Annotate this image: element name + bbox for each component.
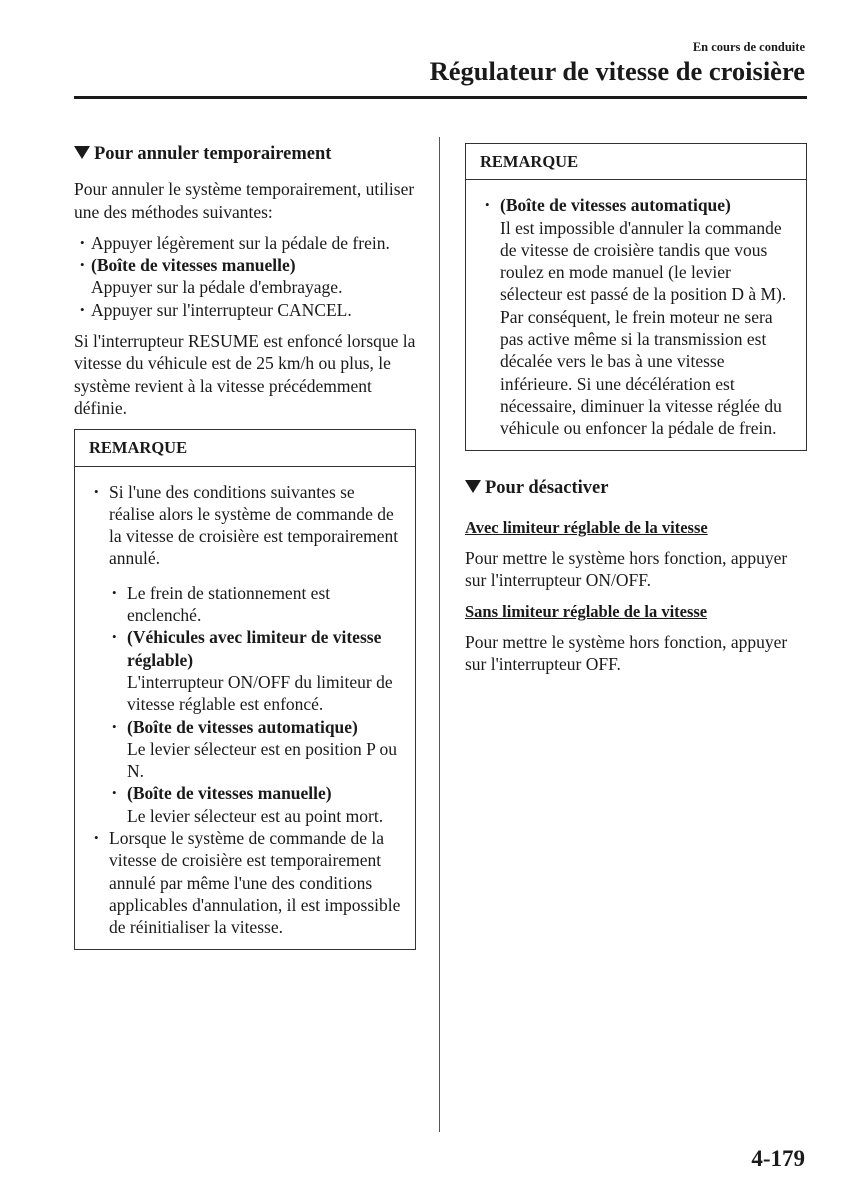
condition-item xyxy=(109,626,401,715)
left-column xyxy=(74,143,416,950)
note-title: REMARQUE xyxy=(466,144,806,180)
note-item-title: (Boîte de vitesses automatique) xyxy=(500,195,731,216)
list-item-text: Appuyer sur la pédale d'embrayage. xyxy=(91,277,343,298)
chapter-label: En cours de conduite xyxy=(692,40,805,54)
list-item xyxy=(74,232,416,254)
condition-text: Le frein de stationnement est enclenché. xyxy=(127,582,331,626)
note-title: REMARQUE xyxy=(75,430,415,466)
note-list xyxy=(89,481,401,939)
note-body xyxy=(75,467,415,949)
condition-list xyxy=(109,582,401,827)
subheading-with-limiter: Avec limiteur réglable de la vitesse xyxy=(465,517,708,537)
triangle-down-icon xyxy=(74,146,90,159)
page-title: Régulateur de vitesse de croisière xyxy=(429,56,805,86)
condition-title: (Véhicules avec limiteur de vitesse réglable) xyxy=(127,627,382,670)
with-limiter-paragraph: Pour mettre le système hors fonction, appuyer sur l'interrupteur ON/OFF. xyxy=(465,548,788,591)
page-number: 4-179 xyxy=(751,1146,805,1171)
note-item xyxy=(480,194,792,439)
condition-title: (Boîte de vitesses manuelle) xyxy=(127,783,332,804)
resume-paragraph: Si l'interrupteur RESUME est enfoncé lorsque la vitesse du véhicule est de 25 km/h ou plus, le système revient à la vitesse précédemment définie. xyxy=(74,331,416,418)
section-heading-cancel xyxy=(74,143,416,165)
note-item-text: Si l'une des conditions suivantes se réalise alors le système de commande de la vitesse de croisière est temporairement annulé. xyxy=(109,481,399,569)
list-item-text: Appuyer légèrement sur la pédale de frein. xyxy=(91,232,390,253)
header-rule xyxy=(74,96,807,99)
section-heading-text: Pour désactiver xyxy=(485,477,609,498)
note-item-text: Il est impossible d'annuler la commande de vitesse de croisière tandis que vous roulez en mode manuel (le levier sélecteur est passé de la position D à M). Par conséquent, le frein moteur ne sera pas active même si la transmission est décalée vers le bas à une vitesse inférieure. Si une décélération est nécessaire, diminuer la vitesse réglée du véhicule ou enfoncer la pédale de frein. xyxy=(500,217,787,439)
triangle-down-icon xyxy=(465,480,481,493)
section-heading-text: Pour annuler temporairement xyxy=(94,144,332,164)
list-item xyxy=(74,254,416,299)
note-list xyxy=(480,194,792,439)
cancel-methods-list xyxy=(74,232,416,321)
list-item-text: Appuyer sur l'interrupteur CANCEL. xyxy=(91,299,352,320)
list-item xyxy=(74,299,416,321)
note-item xyxy=(89,827,401,938)
condition-title: (Boîte de vitesses automatique) xyxy=(127,716,358,737)
condition-item xyxy=(109,582,401,627)
condition-text: Le levier sélecteur est au point mort. xyxy=(127,805,384,826)
right-column xyxy=(465,143,807,685)
condition-item xyxy=(109,716,401,783)
section-heading-deactivate xyxy=(465,477,807,499)
subheading-without-limiter: Sans limiteur réglable de la vitesse xyxy=(465,601,708,621)
without-limiter-paragraph: Pour mettre le système hors fonction, appuyer sur l'interrupteur OFF. xyxy=(465,632,788,675)
intro-paragraph: Pour annuler le système temporairement, utiliser une des méthodes suivantes: xyxy=(74,179,415,222)
column-divider xyxy=(439,137,440,1132)
note-box-right xyxy=(465,143,807,451)
note-item-text: Lorsque le système de commande de la vitesse de croisière est temporairement annulé par même l'une des conditions applicables d'annulation, il est impossible de réinitialiser la vitesse. xyxy=(109,828,401,938)
condition-item xyxy=(109,782,401,827)
note-body xyxy=(466,180,806,449)
note-box-left xyxy=(74,429,416,949)
condition-text: L'interrupteur ON/OFF du limiteur de vitesse réglable est enfoncé. xyxy=(127,671,393,715)
list-item-condition: (Boîte de vitesses manuelle) xyxy=(91,255,296,276)
condition-text: Le levier sélecteur est en position P ou N. xyxy=(127,738,398,782)
note-item xyxy=(89,481,401,827)
